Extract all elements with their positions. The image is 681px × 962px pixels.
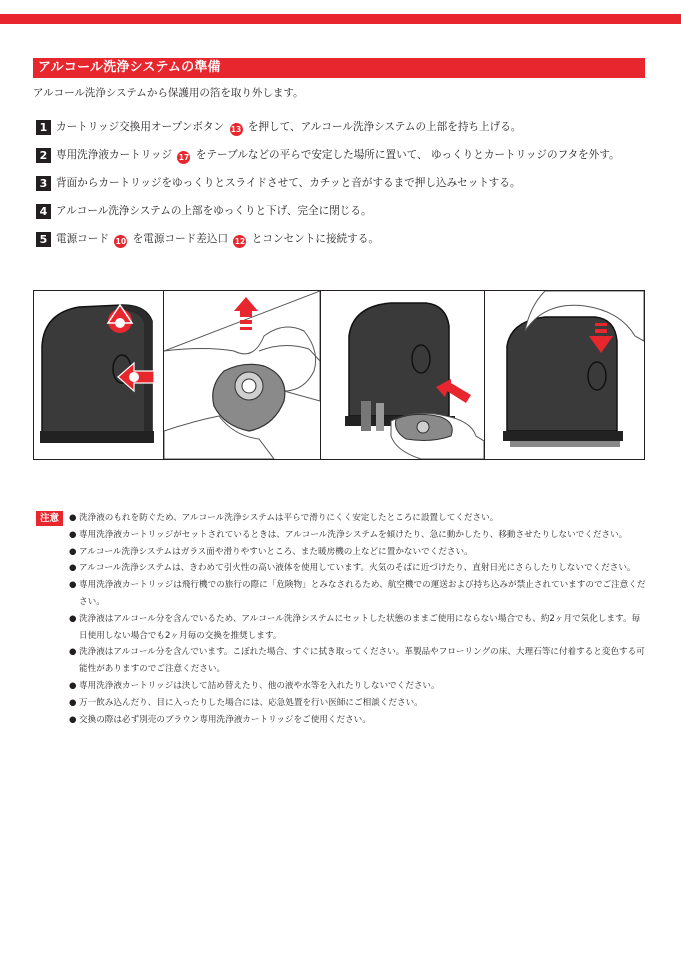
intro-text: アルコール洗浄システムから保護用の箔を取り外します。: [33, 87, 304, 99]
step-number: 3: [36, 176, 51, 191]
bullet-icon: ●: [69, 647, 77, 658]
illustration-strip: [33, 290, 645, 460]
list-item: ● 万一飲み込んだり、目に入ったりした場合には、応急処置を行い医師にご相談ください。: [69, 695, 648, 712]
list-item: ● 専用洗浄液カートリッジがセットされているときは、アルコール洗浄システムを傾けたり、急に動かしたり、移動させたりしないでください。: [69, 527, 648, 544]
bullet-icon: ●: [69, 529, 77, 540]
list-item: ● アルコール洗浄システムはガラス面や滑りやすいところ、また暖房機の上などに置かないでください。: [69, 544, 648, 561]
bullet-icon: ●: [69, 546, 77, 557]
step-3: 3 背面からカートリッジをゆっくりとスライドさせて、カチッと音がするまで押し込みセットする。: [36, 174, 648, 193]
caution-label: 注意: [36, 511, 63, 526]
bullet-icon: ●: [69, 613, 77, 624]
caution-list: [69, 510, 648, 728]
step-5: 5 電源コード 10 を電源コード差込口 12 とコンセントに接続する。: [36, 230, 648, 249]
step-number: 1: [36, 120, 51, 135]
part-number-badge: 12: [234, 237, 246, 246]
bullet-icon: ●: [69, 563, 77, 574]
bullet-icon: ●: [69, 580, 77, 591]
cautions-block: [36, 510, 648, 728]
step-number: 2: [36, 148, 51, 163]
steps-list: [36, 118, 648, 258]
list-item: ● 洗浄液はアルコール分を含んでいるため、アルコール洗浄システムにセットした状態のままご使用にならない場合でも、約2ヶ月で気化します。毎日使用しない場合でも2ヶ月毎の交換を推奨します。: [69, 611, 648, 645]
list-item: ● 専用洗浄液カートリッジは決して詰め替えたり、他の液や水等を入れたりしないでください。: [69, 678, 648, 695]
illustration-close-cover: [485, 291, 644, 459]
part-number-badge: 13: [230, 125, 242, 134]
list-item: ● 洗浄液のもれを防ぐため、アルコール洗浄システムは平らで滑りにくく安定したところに設置してください。: [69, 510, 648, 527]
step-number: 5: [36, 232, 51, 247]
part-number-badge: 10: [115, 237, 127, 246]
step-2: 2 専用洗浄液カートリッジ 17 をテーブルなどの平らで安定した場所に置いて、 ゆっくりとカートリッジのフタを外す。: [36, 146, 648, 165]
bullet-icon: ●: [69, 513, 77, 523]
section-title: アルコール洗浄システムの準備: [33, 58, 645, 78]
step-number: 4: [36, 204, 51, 219]
list-item: ● 交換の際は必ず別売のブラウン専用洗浄液カートリッジをご使用ください。: [69, 712, 648, 729]
top-accent-bar: [0, 14, 681, 24]
illustration-insert-cartridge: [321, 291, 484, 459]
list-item: ● 専用洗浄液カートリッジは飛行機での旅行の際に「危険物」とみなされるため、航空機での運送および持ち込みが禁止されていますのでご注意ください。: [69, 577, 648, 611]
part-number-badge: 17: [178, 153, 190, 162]
bullet-icon: ●: [69, 680, 77, 691]
illustration-open-cover: [34, 291, 163, 459]
step-4: 4 アルコール洗浄システムの上部をゆっくりと下げ、完全に閉じる。: [36, 202, 648, 221]
bullet-icon: ●: [69, 697, 77, 708]
bullet-icon: ●: [69, 714, 77, 725]
illustration-remove-cap: [164, 291, 320, 459]
step-1: 1 カートリッジ交換用オープンボタン 13 を押して、アルコール洗浄システムの上部を持ち上げる。: [36, 118, 648, 137]
list-item: ● 洗浄液はアルコール分を含んでいます。こぼれた場合、すぐに拭き取ってください。革製品やフローリングの床、大理石等に付着すると変色する可能性がありますのでご注意ください。: [69, 644, 648, 678]
list-item: ● アルコール洗浄システムは、きわめて引火性の高い液体を使用しています。火気のそばに近づけたり、直射日光にさらしたりしないでください。: [69, 560, 648, 577]
